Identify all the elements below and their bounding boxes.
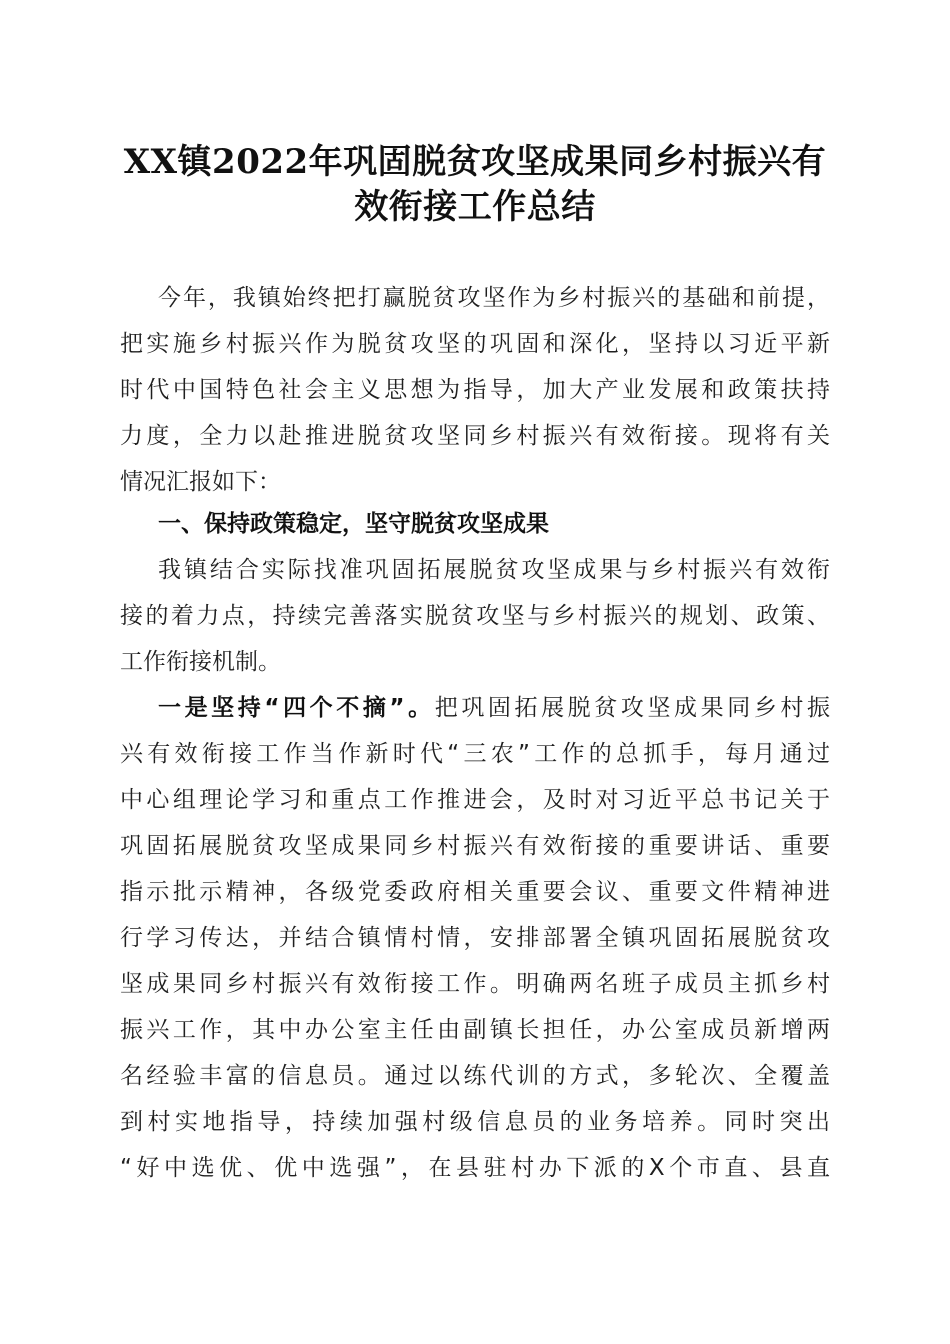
item-1-line-5: 指示批示精神，各级党委政府相关重要会议、重要文件精神进 xyxy=(120,879,830,905)
item-1-line-8: 振兴工作，其中办公室主任由副镇长担任，办公室成员新增两 xyxy=(120,1017,830,1043)
item-1-first-line xyxy=(158,688,830,728)
item-1-lead: 一是坚持“四个不摘”。 xyxy=(158,695,435,721)
intro-line-2: 把实施乡村振兴作为脱贫攻坚的巩固和深化，坚持以习近平新 xyxy=(120,331,830,357)
section-1-line-1: 我镇结合实际找准巩固拓展脱贫攻坚成果与乡村振兴有效衔 xyxy=(158,557,830,583)
item-1-line-3: 中心组理论学习和重点工作推进会，及时对习近平总书记关于 xyxy=(120,787,830,813)
item-1-line-10: 到村实地指导，持续加强村级信息员的业务培养。同时突出 xyxy=(120,1109,830,1135)
document-title-line-2: 效衔接工作总结 xyxy=(354,187,596,227)
intro-line-3: 时代中国特色社会主义思想为指导，加大产业发展和政策扶持 xyxy=(120,377,830,403)
intro-line-4: 力度，全力以赴推进脱贫攻坚同乡村振兴有效衔接。现将有关 xyxy=(120,423,830,449)
intro-line-1: 今年，我镇始终把打赢脱贫攻坚作为乡村振兴的基础和前提， xyxy=(158,285,830,311)
document-title-line-1: XX镇2022年巩固脱贫攻坚成果同乡村振兴有 xyxy=(123,142,827,182)
item-1-line-7: 坚成果同乡村振兴有效衔接工作。明确两名班子成员主抓乡村 xyxy=(120,971,830,997)
intro-line-5: 情况汇报如下： xyxy=(120,469,281,495)
item-1-line-6: 行学习传达，并结合镇情村情，安排部署全镇巩固拓展脱贫攻 xyxy=(120,925,830,951)
item-1-line-2: 兴有效衔接工作当作新时代“三农”工作的总抓手，每月通过 xyxy=(120,741,830,767)
item-1-line-4: 巩固拓展脱贫攻坚成果同乡村振兴有效衔接的重要讲话、重要 xyxy=(120,833,830,859)
item-1-line-11: “好中选优、优中选强”，在县驻村办下派的X个市直、县直 xyxy=(120,1155,830,1181)
section-1-line-2: 接的着力点，持续完善落实脱贫攻坚与乡村振兴的规划、政策、 xyxy=(120,603,830,629)
section-1-line-3: 工作衔接机制。 xyxy=(120,649,281,675)
section-1-heading: 一、保持政策稳定，坚守脱贫攻坚成果 xyxy=(158,511,549,537)
item-1-first-rest: 把巩固拓展脱贫攻坚成果同乡村振 xyxy=(434,695,831,721)
item-1-line-9: 名经验丰富的信息员。通过以练代训的方式，多轮次、全覆盖 xyxy=(120,1063,830,1089)
